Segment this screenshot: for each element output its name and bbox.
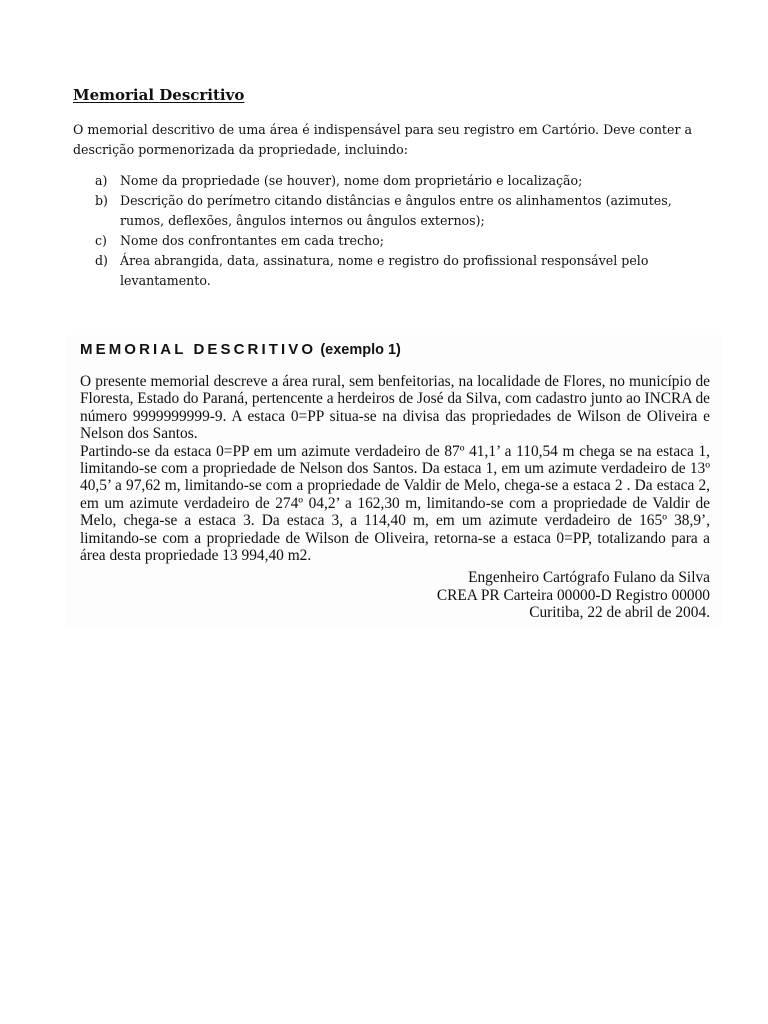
example-title-sub: (exemplo 1) — [320, 342, 401, 358]
example-scan — [66, 335, 722, 627]
page-title: Memorial Descritivo — [73, 86, 245, 104]
list-item — [95, 231, 705, 251]
list-marker: b) — [95, 193, 108, 208]
list-item-text: Descrição do perímetro citando distâncias e ângulos entre os alinhamentos (azimutes, rumos, deflexões, ângulos internos ou ângulos externos); — [120, 193, 672, 228]
list-item — [95, 251, 705, 291]
list-item-text: Área abrangida, data, assinatura, nome e registro do profissional responsável pelo levantamento. — [120, 253, 649, 288]
example-title — [80, 341, 401, 358]
example-title-caps: MEMORIAL DESCRITIVO — [80, 341, 317, 358]
example-body — [80, 373, 710, 564]
signature-place-date: Curitiba, 22 de abril de 2004. — [529, 604, 710, 622]
list-item-text: Nome da propriedade (se houver), nome dom proprietário e localização; — [120, 173, 583, 188]
intro-paragraph: O memorial descritivo de uma área é indispensável para seu registro em Cartório. Deve conter a descrição pormenorizada da propriedade, incluindo: — [73, 122, 692, 157]
list-item-text: Nome dos confrontantes em cada trecho; — [120, 233, 384, 248]
signature-block — [437, 569, 710, 622]
example-paragraph: O presente memorial descreve a área rural, sem benfeitorias, na localidade de Flores, no município de Floresta, Estado do Paraná, pertencente a herdeiros de José da Silva, com cadastro junto ao INCRA de número 9999999999-9. A estaca 0=PP situa-se na divisa das propriedades de Wilson de Oliveira e Nelson dos Santos. — [80, 373, 710, 443]
list-item — [95, 171, 705, 191]
signature-name: Engenheiro Cartógrafo Fulano da Silva — [468, 569, 710, 586]
example-paragraph: Partindo-se da estaca 0=PP em um azimute verdadeiro de 87º 41,1’ a 110,54 m chega se na estaca 1, limitando-se com a propriedade de Nelson dos Santos. Da estaca 1, em um azimute verdadeiro de 13º 40,5’ a 97,62 m, limitando-se com a propriedade de Valdir de Melo, chega-se a estaca 2 . Da estaca 2, em um azimute verdadeiro de 274º 04,2’ a 162,30 m, limitando-se com a propriedade de Valdir de Melo, chega-se a estaca 3. Da estaca 3, a 114,40 m, em um azimute verdadeiro de 165º 38,9’, limitando-se com a propriedade de Wilson de Oliveira, retorna-se a estaca 0=PP, totalizando para a área desta propriedade 13 994,40 m2. — [80, 442, 710, 565]
requirements-list — [95, 171, 705, 291]
list-marker: d) — [95, 253, 108, 268]
list-marker: a) — [95, 173, 108, 188]
signature-registry: CREA PR Carteira 00000-D Registro 00000 — [436, 586, 710, 604]
list-marker: c) — [95, 233, 107, 248]
list-item — [95, 191, 705, 231]
